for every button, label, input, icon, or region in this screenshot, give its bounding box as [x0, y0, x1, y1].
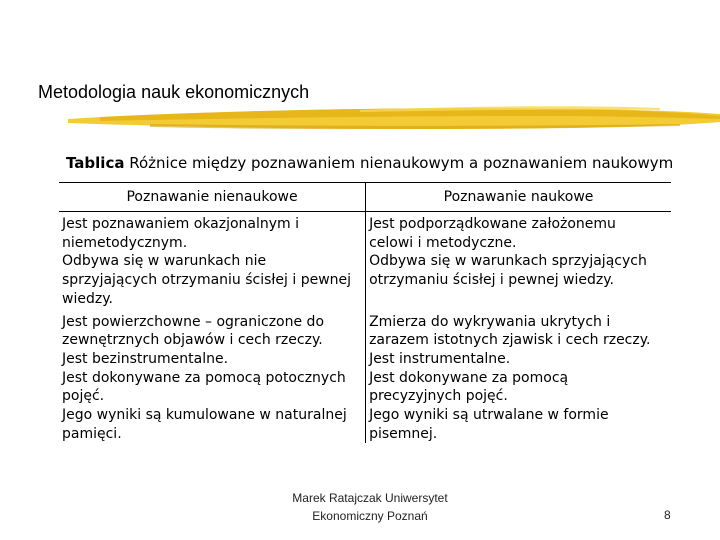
table-caption [66, 154, 673, 172]
cell-line: zewnętrznych objawów i cech rzeczy. [62, 332, 323, 349]
cell-line: Jest podporządkowane założonemu [369, 216, 616, 232]
footer-author-line1: Marek Ratajczak Uniwersytet [292, 491, 448, 505]
footer-author-line2: Ekonomiczny Poznań [312, 509, 428, 523]
table-caption-text: Różnice między poznawaniem nienaukowym a poznawaniem naukowym [124, 154, 674, 172]
cell-line: sprzyjających otrzymaniu ścisłej i pewnej [62, 272, 352, 289]
comparison-table [59, 182, 671, 443]
cell-line: Odbywa się w warunkach sprzyjających [369, 253, 647, 270]
cell-line: zarazem istotnych zjawisk i cech rzeczy. [369, 332, 651, 349]
cell-line: Jego wyniki są kumulowane w naturalnej [62, 407, 347, 424]
cell-line: pisemnej. [369, 425, 438, 442]
cell-line: Jest instrumentalne. [369, 350, 511, 367]
cell-line: pojęć. [62, 388, 105, 405]
table-header-row [59, 183, 671, 212]
header-scientific: Poznawanie naukowe [366, 183, 671, 212]
cell-scientific [366, 212, 671, 444]
cell-line: Jest powierzchowne – ograniczone do [62, 313, 325, 330]
cell-line [369, 290, 668, 309]
footer-author [220, 489, 520, 525]
brush-strokes [68, 106, 720, 129]
table-row [59, 212, 671, 444]
cell-non-scientific [59, 212, 366, 444]
header-non-scientific: Poznawanie nienaukowe [59, 183, 366, 212]
cell-line: Jest bezinstrumentalne. [62, 350, 229, 367]
cell-line: Zmierza do wykrywania ukrytych i [369, 313, 611, 330]
cell-line: Jest poznawaniem okazjonalnym i [62, 216, 300, 232]
cell-line: Jego wyniki są utrwalane w formie [369, 407, 609, 424]
cell-line: Jest dokonywane za pomocą potocznych [62, 369, 346, 386]
cell-line: Jest dokonywane za pomocą [369, 369, 569, 386]
cell-line: celowi i metodyczne. [369, 234, 517, 251]
cell-line: precyzyjnych pojęć. [369, 388, 508, 405]
slide-title: Metodologia nauk ekonomicznych [38, 82, 310, 102]
page-number: 8 [664, 508, 671, 522]
cell-line: Odbywa się w warunkach nie [62, 253, 267, 270]
table-caption-label: Tablica [66, 154, 125, 172]
cell-line: niemetodycznym. [62, 234, 188, 251]
cell-line: pamięci. [62, 425, 122, 442]
cell-line: wiedzy. [62, 290, 113, 307]
title-underline-brush [60, 100, 720, 136]
cell-line: otrzymaniu ścisłej i pewnej wiedzy. [369, 272, 614, 289]
